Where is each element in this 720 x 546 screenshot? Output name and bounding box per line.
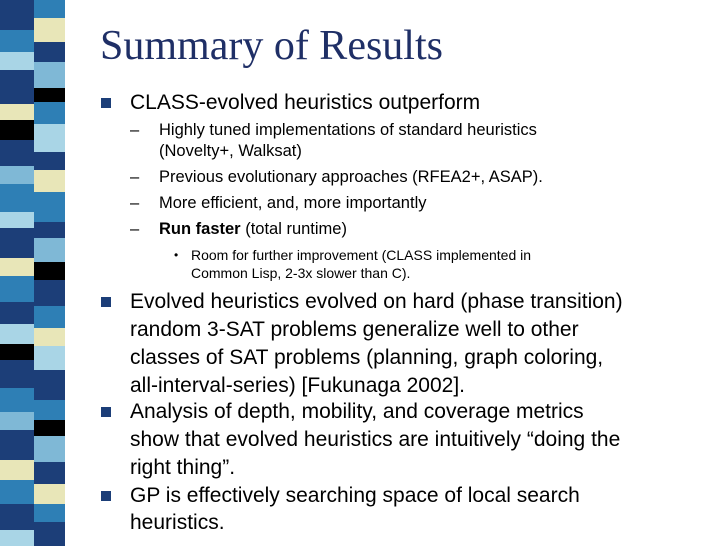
stripe-block: [34, 400, 65, 420]
stripe-block: [0, 344, 34, 360]
stripe-block: [0, 120, 34, 140]
stripe-block: [34, 222, 65, 238]
dot-bullet-icon: •: [174, 248, 179, 262]
sub-bullet-4-bold: Run faster: [159, 220, 241, 238]
stripe-block: [34, 504, 65, 522]
stripe-block: [0, 228, 34, 258]
sub-bullet-4: [159, 219, 347, 240]
stripe-block: [0, 360, 34, 388]
sub-sub-bullet-line-1: Room for further improvement (CLASS implemented in: [191, 247, 532, 263]
sub-bullet-1-line-2: (Novelty+, Walksat): [159, 142, 302, 160]
stripe-block: [0, 184, 34, 212]
sub-bullet-4-rest: (total runtime): [240, 220, 347, 238]
bullet-4-line-2: heuristics.: [130, 511, 225, 534]
stripe-block: [34, 124, 65, 152]
stripe-block: [0, 388, 34, 412]
decorative-color-stripe: [0, 0, 73, 540]
sub-bullet-2: Previous evolutionary approaches (RFEA2+, ASAP).: [159, 168, 543, 186]
stripe-block: [0, 70, 34, 104]
stripe-block: [34, 170, 65, 192]
stripe-block: [34, 42, 65, 62]
stripe-block: [34, 436, 65, 462]
stripe-block: [34, 370, 65, 400]
stripe-block: [34, 102, 65, 124]
stripe-block: [0, 166, 34, 184]
slide-title: Summary of Results: [100, 23, 443, 69]
stripe-block: [34, 522, 65, 546]
stripe-block: [34, 18, 65, 42]
stripe-block: [0, 30, 34, 52]
stripe-block: [34, 238, 65, 262]
bullet-3-line-1: Analysis of depth, mobility, and coverage metrics: [130, 400, 584, 423]
sub-bullet-1-line-1: Highly tuned implementations of standard heuristics: [159, 121, 537, 139]
stripe-block: [0, 104, 34, 120]
stripe-block: [34, 152, 65, 170]
dash-icon: –: [130, 121, 140, 139]
stripe-block: [0, 276, 34, 302]
stripe-block: [34, 346, 65, 370]
bullet-square-icon: [101, 491, 111, 501]
stripe-block: [34, 484, 65, 504]
stripe-block: [0, 324, 34, 344]
bullet-3-line-3: right thing”.: [130, 456, 236, 479]
bullet-square-icon: [101, 297, 111, 307]
stripe-block: [0, 52, 34, 70]
stripe-block: [34, 0, 65, 18]
bullet-3-line-2: show that evolved heuristics are intuitively “doing the: [130, 428, 621, 451]
dash-icon: –: [130, 220, 140, 238]
stripe-block: [34, 306, 65, 328]
bullet-2-line-4: all-interval-series) [Fukunaga 2002].: [130, 374, 465, 397]
bullet-2-line-2: random 3-SAT problems generalize well to other: [130, 318, 579, 341]
sub-bullet-3: More efficient, and, more importantly: [159, 194, 427, 212]
stripe-block: [0, 412, 34, 430]
dash-icon: –: [130, 194, 140, 212]
bullet-2-line-1: Evolved heuristics evolved on hard (phase transition): [130, 290, 623, 313]
stripe-block: [0, 212, 34, 228]
sub-sub-bullet-line-2: Common Lisp, 2-3x slower than C).: [191, 265, 411, 281]
stripe-block: [34, 280, 65, 306]
stripe-block: [0, 460, 34, 480]
stripe-block: [0, 504, 34, 530]
stripe-block: [34, 262, 65, 280]
bullet-1-text: CLASS-evolved heuristics outperform: [130, 91, 481, 114]
stripe-block: [34, 62, 65, 88]
stripe-block: [0, 258, 34, 276]
bullet-4-line-1: GP is effectively searching space of local search: [130, 484, 580, 507]
stripe-block: [0, 530, 34, 546]
stripe-block: [34, 328, 65, 346]
stripe-block: [34, 192, 65, 222]
stripe-block: [0, 302, 34, 324]
dash-icon: –: [130, 168, 140, 186]
stripe-block: [34, 88, 65, 102]
bullet-square-icon: [101, 407, 111, 417]
bullet-square-icon: [101, 98, 111, 108]
stripe-block: [0, 430, 34, 460]
bullet-2-line-3: classes of SAT problems (planning, graph coloring,: [130, 346, 604, 369]
stripe-block: [0, 0, 34, 30]
stripe-block: [0, 140, 34, 166]
stripe-block: [34, 462, 65, 484]
stripe-block: [0, 480, 34, 504]
stripe-block: [34, 420, 65, 436]
